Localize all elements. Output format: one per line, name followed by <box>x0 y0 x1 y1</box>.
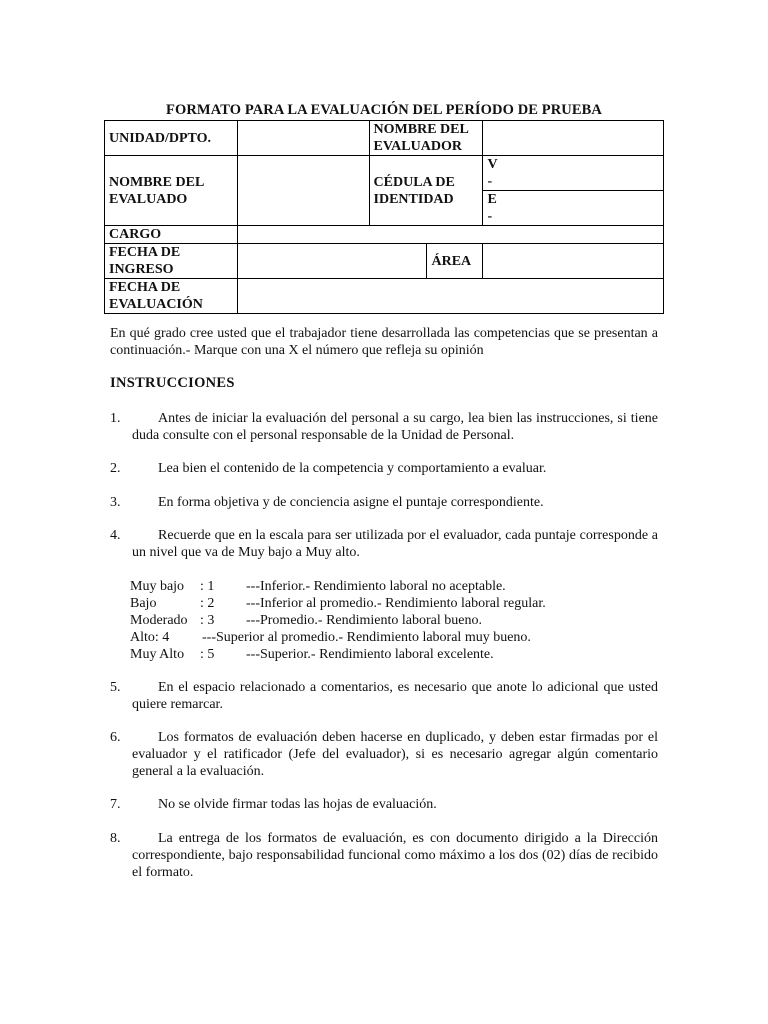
instruction-text: No se olvide firmar todas las hojas de evaluación. <box>158 797 437 812</box>
instruction-text: Recuerde que en la escala para ser utilizada por el evaluador, cada puntaje corresponde a un nivel que va de Muy bajo a Muy alto. <box>132 528 658 560</box>
scale-description: ---Superior.- Rendimiento laboral excelente. <box>246 647 494 662</box>
instruction-number: 1. <box>110 411 121 426</box>
scale-description: ---Inferior.- Rendimiento laboral no aceptable. <box>246 579 506 594</box>
instruction-text: Lea bien el contenido de la competencia y comportamiento a evaluar. <box>158 461 547 476</box>
instruction-text: En el espacio relacionado a comentarios, es necesario que anote lo adicional que usted quiere remarcar. <box>132 680 658 712</box>
cedula-e-dash: - <box>487 209 493 224</box>
instruction-text: Antes de iniciar la evaluación del personal a su cargo, lea bien las instrucciones, si tiene duda consulte con el personal responsable de la Unidad de Personal. <box>132 411 658 443</box>
instruction-text: La entrega de los formatos de evaluación, es con documento dirigido a la Dirección correspondiente, bajo responsabilidad funcional como máximo a los dos (02) días de recibido el formato. <box>132 831 658 880</box>
cargo-label: CARGO <box>105 226 238 244</box>
evaluation-header-table <box>104 120 664 314</box>
cedula-v-field[interactable] <box>483 156 664 191</box>
scale-value: : 1 <box>200 579 215 594</box>
intro-paragraph: En qué grado cree usted que el trabajador tiene desarrollada las competencias que se presentan a continuación.- Marque con una X el número que refleja su opinión <box>110 326 658 358</box>
scale-level: Alto: 4 <box>130 630 170 645</box>
fecha-evaluacion-label-line1: FECHA DE <box>109 280 181 295</box>
instruction-number: 8. <box>110 831 121 846</box>
cedula-label-line1: CÉDULA DE <box>373 174 455 190</box>
instruction-number: 5. <box>110 680 121 695</box>
cedula-e-field[interactable] <box>483 191 664 226</box>
instruction-number: 7. <box>110 797 121 812</box>
instruction-number: 6. <box>110 730 121 745</box>
evaluado-label-line1: NOMBRE DEL <box>109 174 205 190</box>
evaluado-label-line2: EVALUADO <box>109 191 188 207</box>
fecha-ingreso-label-line1: FECHA DE <box>109 245 181 260</box>
fecha-evaluacion-label <box>105 279 238 314</box>
fecha-ingreso-label-line2: INGRESO <box>109 262 174 277</box>
instructions-heading: INSTRUCCIONES <box>110 375 235 391</box>
instruction-text: En forma objetiva y de conciencia asigne el puntaje correspondiente. <box>158 495 544 510</box>
evaluador-field[interactable] <box>483 121 664 156</box>
evaluador-label <box>369 121 483 156</box>
instruction-item-8 <box>110 830 658 881</box>
scale-level: Bajo <box>130 596 157 611</box>
fecha-evaluacion-field[interactable] <box>237 279 663 314</box>
unidad-field[interactable] <box>237 121 369 156</box>
fecha-ingreso-label <box>105 244 238 279</box>
scale-description: ---Promedio.- Rendimiento laboral bueno. <box>246 613 482 628</box>
instruction-item-5 <box>110 679 658 713</box>
scale-level: Muy bajo <box>130 579 185 594</box>
evaluado-label <box>105 156 238 226</box>
instruction-text: Los formatos de evaluación deben hacerse en duplicado, y deben estar firmadas por el evaluador y el ratificador (Jefe del evaluador), si es necesario agregar algún comentario general a la evaluación. <box>132 730 658 779</box>
cargo-field[interactable] <box>237 226 663 244</box>
area-label: ÁREA <box>427 244 483 279</box>
cedula-v-label: V <box>487 157 498 172</box>
instruction-item-1 <box>110 410 658 444</box>
document-title: FORMATO PARA LA EVALUACIÓN DEL PERÍODO DE PRUEBA <box>166 102 602 118</box>
instruction-number: 2. <box>110 461 121 476</box>
instruction-number: 3. <box>110 495 121 510</box>
fecha-evaluacion-label-line2: EVALUACIÓN <box>109 297 203 312</box>
instruction-number: 4. <box>110 528 121 543</box>
evaluador-label-line2: EVALUADOR <box>373 139 462 154</box>
evaluado-field[interactable] <box>237 156 369 226</box>
cedula-label-line2: IDENTIDAD <box>373 191 454 207</box>
cedula-label <box>369 156 483 226</box>
scale-description: ---Inferior al promedio.- Rendimiento laboral regular. <box>246 596 546 611</box>
instruction-item-4 <box>110 527 658 561</box>
fecha-ingreso-field[interactable] <box>237 244 427 279</box>
evaluador-label-line1: NOMBRE DEL <box>373 122 469 137</box>
scale-value: : 5 <box>200 647 215 662</box>
scale-level: Moderado <box>130 613 188 628</box>
scale-level: Muy Alto <box>130 647 185 662</box>
area-field[interactable] <box>483 244 664 279</box>
unidad-label: UNIDAD/DPTO. <box>105 121 238 156</box>
instruction-item-3 <box>110 494 658 511</box>
scale-value: : 3 <box>200 613 215 628</box>
cedula-e-label: E <box>487 192 497 207</box>
instruction-item-2 <box>110 460 658 477</box>
scale-description: ---Superior al promedio.- Rendimiento laboral muy bueno. <box>202 630 531 645</box>
scale-value: : 2 <box>200 596 215 611</box>
instruction-item-7 <box>110 796 658 813</box>
cedula-v-dash: - <box>487 174 493 189</box>
instruction-item-6 <box>110 729 658 780</box>
